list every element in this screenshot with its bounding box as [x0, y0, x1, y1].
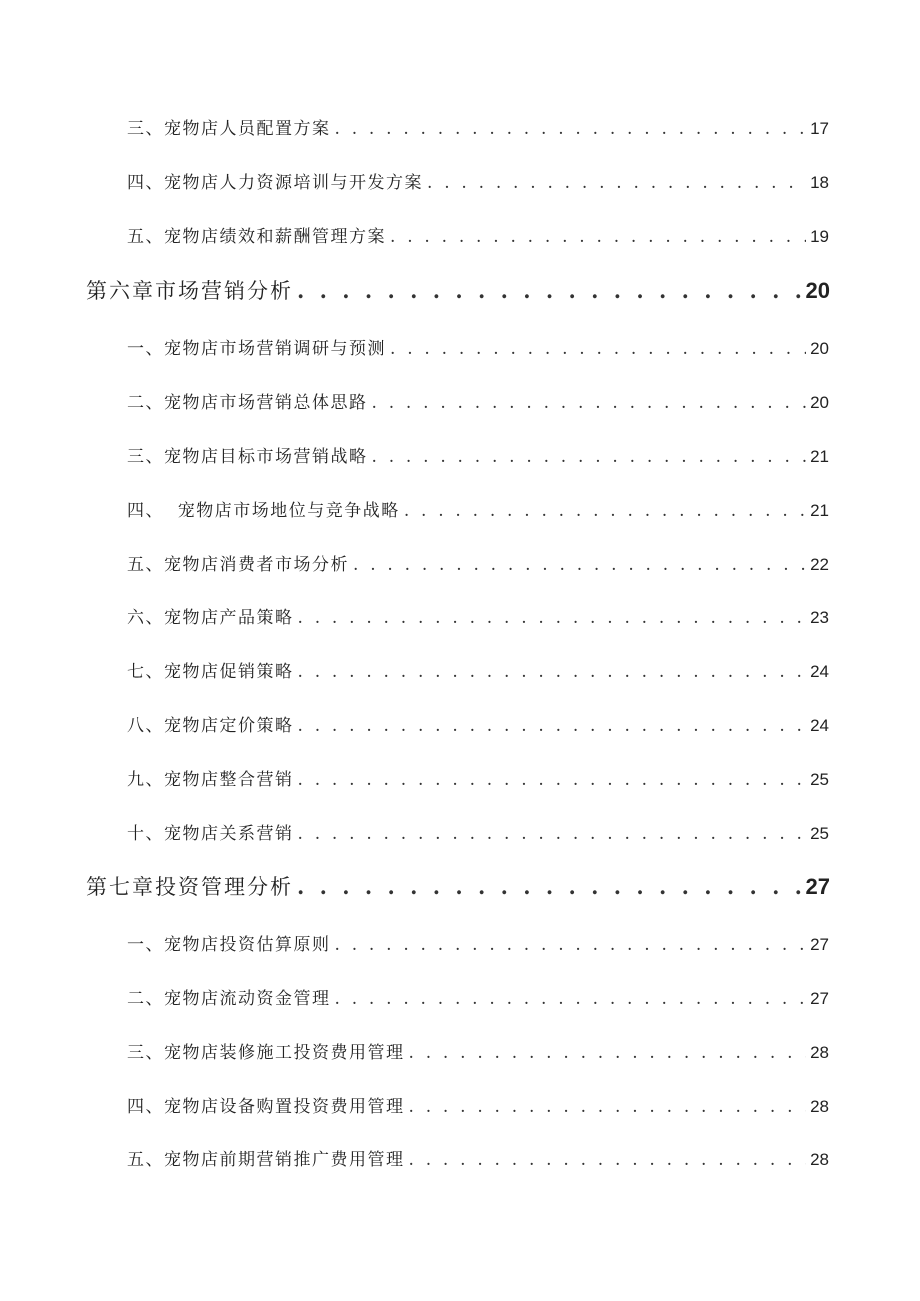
- toc-entry-competition[interactable]: [127, 496, 829, 521]
- toc-entry-pricing-strategy[interactable]: [127, 711, 829, 736]
- dot-leader: [372, 393, 807, 413]
- dot-leader: [409, 1097, 807, 1117]
- dot-leader: [409, 1043, 807, 1063]
- toc-entry-page: 27: [810, 989, 829, 1008]
- toc-chapter-page: 27: [805, 874, 830, 899]
- dot-leader: [335, 119, 807, 139]
- toc-entry-page: 21: [810, 447, 829, 466]
- dot-leader: [353, 555, 806, 575]
- toc-entry-label: 一、宠物店投资估算原则: [127, 935, 331, 955]
- toc-entry-label: 五、宠物店绩效和薪酬管理方案: [127, 227, 386, 247]
- toc-entry-page: 22: [810, 555, 829, 574]
- toc-entry-page: 24: [810, 662, 829, 681]
- toc-entry-label: 七、宠物店促销策略: [127, 662, 294, 682]
- dot-leader: [298, 662, 807, 682]
- toc-chapter-label: 第六章市场营销分析: [86, 279, 293, 303]
- dot-leader: [390, 227, 806, 247]
- toc-entry-page: 25: [810, 824, 829, 843]
- toc-entry-page: 28: [810, 1150, 829, 1169]
- toc-entry-consumer-market[interactable]: [127, 550, 829, 575]
- dot-leader: [409, 1150, 807, 1170]
- toc-chapter-page: 20: [805, 278, 830, 303]
- toc-entry-page: 20: [810, 393, 829, 412]
- toc-entry-page: 24: [810, 716, 829, 735]
- toc-entry-label: 六、宠物店产品策略: [127, 608, 294, 628]
- dot-leader: [298, 824, 807, 844]
- toc-entry-integrated-marketing[interactable]: [127, 765, 829, 790]
- toc-entry-label: 二、宠物店市场营销总体思路: [127, 393, 368, 413]
- toc-entry-label: 八、宠物店定价策略: [127, 716, 294, 736]
- toc-chapter-label: 第七章投资管理分析: [86, 875, 293, 899]
- toc-entry-page: 18: [810, 173, 829, 192]
- toc-entry-page: 19: [810, 227, 829, 246]
- toc-entry-performance-pay[interactable]: [127, 222, 829, 247]
- toc-entry-label: 三、宠物店目标市场营销战略: [127, 447, 368, 467]
- toc-entry-page: 25: [810, 770, 829, 789]
- toc-chapter-7[interactable]: [86, 871, 830, 901]
- dot-leader: [427, 173, 806, 193]
- dot-leader: [298, 608, 807, 628]
- toc-entry-relationship-marketing[interactable]: [127, 819, 829, 844]
- toc-entry-renovation-cost[interactable]: [127, 1038, 829, 1063]
- toc-entry-page: 20: [810, 339, 829, 358]
- toc-entry-working-capital[interactable]: [127, 984, 829, 1009]
- dot-leader: [404, 501, 806, 521]
- toc-entry-estimate-principles[interactable]: [127, 930, 829, 955]
- toc-entry-target-market[interactable]: [127, 442, 829, 467]
- toc-entry-page: 23: [810, 608, 829, 627]
- toc-entry-page: 28: [810, 1043, 829, 1062]
- dot-leader: [390, 339, 806, 359]
- dot-leader: [372, 447, 807, 467]
- toc-entry-staffing-plan[interactable]: [127, 114, 829, 139]
- toc-entry-label: 三、宠物店装修施工投资费用管理: [127, 1043, 405, 1063]
- toc-entry-market-research[interactable]: [127, 334, 829, 359]
- toc-entry-label: 二、宠物店流动资金管理: [127, 989, 331, 1009]
- toc-entry-marketing-approach[interactable]: [127, 388, 829, 413]
- dot-leader: [297, 874, 802, 899]
- toc-entry-page: 28: [810, 1097, 829, 1116]
- toc-entry-label: 四、宠物店设备购置投资费用管理: [127, 1097, 405, 1117]
- toc-entry-page: 21: [810, 501, 829, 520]
- toc-entry-page: 27: [810, 935, 829, 954]
- toc-entry-page: 17: [810, 119, 829, 138]
- dot-leader: [335, 989, 807, 1009]
- toc-entry-label: 一、宠物店市场营销调研与预测: [127, 339, 386, 359]
- toc-entry-promotion-cost[interactable]: [127, 1145, 829, 1170]
- dot-leader: [298, 770, 807, 790]
- toc-entry-hr-training[interactable]: [127, 168, 829, 193]
- toc-entry-product-strategy[interactable]: [127, 603, 829, 628]
- dot-leader: [298, 716, 807, 736]
- toc-entry-label: 五、宠物店消费者市场分析: [127, 555, 349, 575]
- toc-entry-equipment-cost[interactable]: [127, 1092, 829, 1117]
- toc-entry-label: 九、宠物店整合营销: [127, 770, 294, 790]
- dot-leader: [335, 935, 807, 955]
- toc-entry-label: 十、宠物店关系营销: [127, 824, 294, 844]
- toc-chapter-6[interactable]: [86, 275, 830, 305]
- toc-entry-label: 三、宠物店人员配置方案: [127, 119, 331, 139]
- toc-entry-label: 五、宠物店前期营销推广费用管理: [127, 1150, 405, 1170]
- dot-leader: [297, 278, 802, 303]
- toc-entry-label: 四、宠物店人力资源培训与开发方案: [127, 173, 423, 193]
- toc-entry-label: 四、 宠物店市场地位与竞争战略: [127, 501, 400, 521]
- toc-entry-promotion-strategy[interactable]: [127, 657, 829, 682]
